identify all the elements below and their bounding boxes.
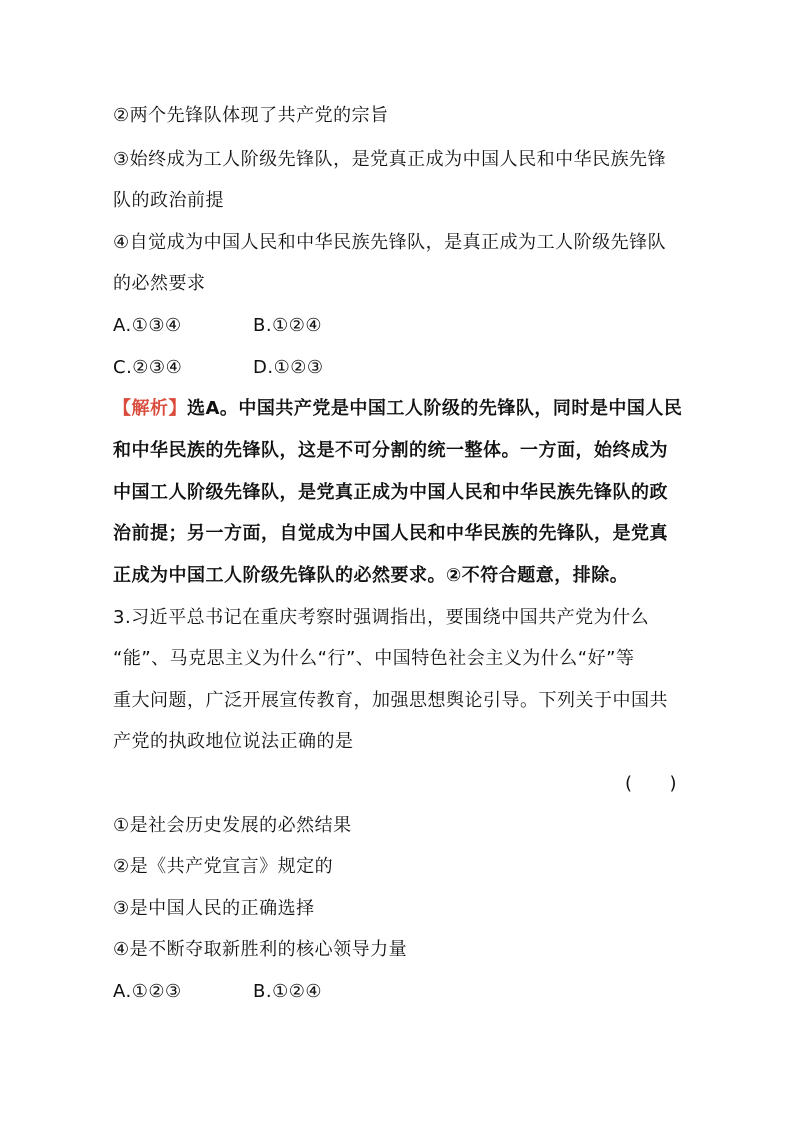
question-3-choice-row-ab	[113, 980, 322, 1004]
analysis-tag: 【解析】	[113, 398, 187, 419]
option-item-3-line-2: 队的政治前提	[113, 190, 224, 211]
analysis-line-5: 正成为中国工人阶级先锋队的必然要求。②不符合题意，排除。	[113, 565, 629, 586]
question-3-line-2: “能”、马克思主义为什么“行”、中国特色社会主义为什么“好”等	[113, 648, 635, 669]
option-item-3-line-1: ③始终成为工人阶级先锋队，是党真正成为中国人民和中华民族先锋	[113, 149, 667, 170]
question-3-line-4: 产党的执政地位说法正确的是	[113, 731, 354, 752]
question-3-choice-b: B.①②④	[253, 981, 322, 1002]
analysis-line-3: 中国工人阶级先锋队，是党真正成为中国人民和中华民族先锋队的政	[113, 482, 668, 503]
choice-d: D.①②③	[253, 357, 324, 378]
analysis-line-4: 治前提；另一方面，自觉成为中国人民和中华民族的先锋队，是党真	[113, 523, 668, 544]
choice-row-ab	[113, 314, 322, 338]
option-item-4-line-1: ④自觉成为中国人民和中华民族先锋队，是真正成为工人阶级先锋队	[113, 232, 667, 253]
option-item-2: ②两个先锋队体现了共产党的宗旨	[113, 105, 389, 126]
analysis-line-1	[113, 397, 682, 421]
choice-a: A.①③④	[113, 315, 182, 336]
question-3-item-4: ④是不断夺取新胜利的核心领导力量	[113, 939, 408, 960]
question-3-choice-a: A.①②③	[113, 981, 182, 1002]
analysis-text-1: 选A。中国共产党是中国工人阶级的先锋队，同时是中国人民	[187, 398, 683, 419]
choice-b: B.①②④	[253, 315, 322, 336]
question-3-line-1: 3.习近平总书记在重庆考察时强调指出，要围绕中国共产党为什么	[113, 607, 650, 628]
answer-blank: ( )	[625, 773, 678, 794]
question-3-item-2: ②是《共产党宣言》规定的	[113, 856, 334, 877]
choice-c: C.②③④	[113, 357, 183, 378]
question-3-line-3: 重大问题，广泛开展宣传教育，加强思想舆论引导。下列关于中国共	[113, 690, 668, 711]
analysis-line-2: 和中华民族的先锋队，这是不可分割的统一整体。一方面，始终成为	[113, 440, 668, 461]
choice-row-cd	[113, 356, 324, 380]
option-item-4-line-2: 的必然要求	[113, 273, 206, 294]
question-3-item-3: ③是中国人民的正确选择	[113, 898, 315, 919]
question-3-item-1: ①是社会历史发展的必然结果	[113, 815, 352, 836]
